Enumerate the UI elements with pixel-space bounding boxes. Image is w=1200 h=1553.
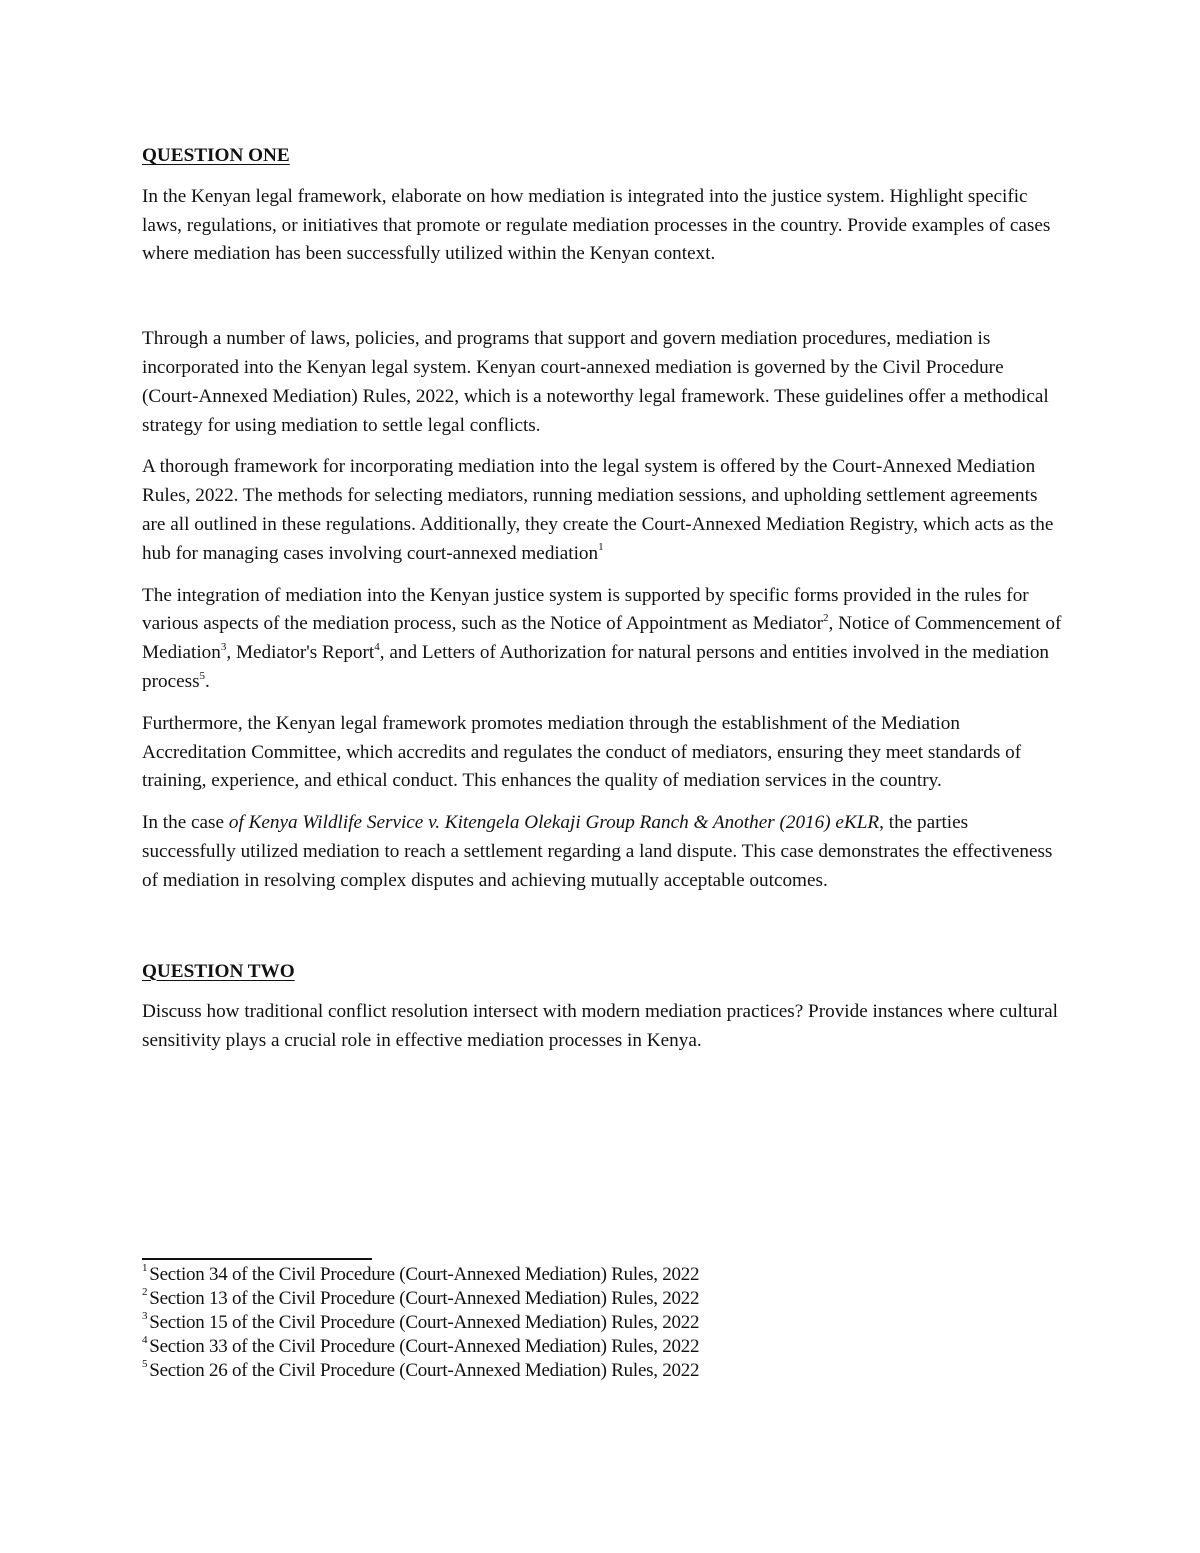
answer-paragraph-2-text: A thorough framework for incorporating mediation into the legal system is offered by the Court-Annexed Mediation Rules, 2022. The methods for selecting mediators, running mediation sessions, and upholding settlement agreements are all outlined in these regulations. Additionally, they create the Court-Annexed Mediation Registry, which acts as the hub for managing cases involving court-annexed mediation bbox=[142, 456, 1054, 564]
answer-paragraph-5-after: , the parties successfully utilized mediation to reach a settlement regarding a land dispute. This case demonstrates the effectiveness of mediation in resolving complex disputes and achieving mutually acceptable outcomes. bbox=[142, 812, 1053, 891]
footnote-separator bbox=[142, 1258, 372, 1260]
footnote-number: 1 bbox=[142, 1261, 148, 1274]
footnote-2 bbox=[142, 1287, 1062, 1311]
answer-paragraph-5 bbox=[142, 809, 1062, 895]
answer-paragraph-3-text-e: . bbox=[205, 670, 210, 692]
answer-paragraph-4: Furthermore, the Kenyan legal framework promotes mediation through the establishment of the Mediation Accreditation Committee, which accredits and regulates the conduct of mediators, ensuring they meet standards of training, experience, and ethical conduct. This enhances the quality of mediation services in the country. bbox=[142, 712, 1022, 792]
question-two-prompt: Discuss how traditional conflict resolution intersect with modern mediation practices? Provide instances where cultural sensitivity plays a crucial role in effective mediation processes in Kenya. bbox=[142, 1001, 1058, 1052]
footnote-text: Section 15 of the Civil Procedure (Court-Annexed Mediation) Rules, 2022 bbox=[149, 1312, 700, 1333]
footnote-ref-4: 4 bbox=[374, 640, 380, 653]
answer-paragraph-1: Through a number of laws, policies, and programs that support and govern mediation procedures, mediation is incorporated into the Kenyan legal system. Kenyan court-annexed mediation is governed by the Civil Procedure (Court-Annexed Mediation) Rules, 2022, which is a noteworthy legal framework. These guidelines offer a methodical strategy for using mediation to settle legal conflicts. bbox=[142, 328, 1049, 436]
answer-paragraph-2 bbox=[142, 453, 1062, 568]
question-one-prompt: In the Kenyan legal framework, elaborate on how mediation is integrated into the justice system. Highlight specific laws, regulations, or initiatives that promote or regulate mediation processes in the country. Provide examples of cases where mediation has been successfully utilized within the Kenyan context. bbox=[142, 185, 1051, 265]
paragraph-gap bbox=[142, 282, 1062, 325]
footnote-number: 3 bbox=[142, 1309, 148, 1322]
footnote-3 bbox=[142, 1311, 1062, 1335]
footnote-5 bbox=[142, 1359, 1062, 1383]
case-citation: of Kenya Wildlife Service v. Kitengela Olekaji Group Ranch & Another (2016) eKLR bbox=[228, 812, 880, 834]
footnote-number: 4 bbox=[142, 1333, 148, 1346]
footnote-text: Section 34 of the Civil Procedure (Court-Annexed Mediation) Rules, 2022 bbox=[149, 1264, 700, 1285]
footnote-text: Section 13 of the Civil Procedure (Court-Annexed Mediation) Rules, 2022 bbox=[149, 1288, 700, 1309]
footnote-text: Section 33 of the Civil Procedure (Court-Annexed Mediation) Rules, 2022 bbox=[149, 1336, 700, 1357]
answer-paragraph-3-text-b: , Notice of Commencement of Mediation bbox=[142, 613, 1062, 664]
footnote-4 bbox=[142, 1335, 1062, 1359]
footnote-ref-2: 2 bbox=[823, 611, 829, 624]
question-two-heading: QUESTION TWO bbox=[142, 960, 295, 982]
section-gap bbox=[142, 909, 1062, 958]
document-body bbox=[142, 142, 1062, 1069]
footnote-text: Section 26 of the Civil Procedure (Court-Annexed Mediation) Rules, 2022 bbox=[149, 1360, 700, 1381]
answer-paragraph-3-text-a: The integration of mediation into the Kenyan justice system is supported by specific forms provided in the rules for various aspects of the mediation process, such as the Notice of Appointment as Mediator bbox=[142, 584, 1029, 635]
answer-paragraph-5-before: In the case bbox=[142, 812, 229, 834]
footnote-ref-5: 5 bbox=[199, 669, 206, 682]
answer-paragraph-3-text-c: , Mediator's Report bbox=[226, 642, 375, 664]
footnote-number: 5 bbox=[142, 1357, 148, 1370]
footnote-1 bbox=[142, 1263, 1062, 1287]
footnote-ref-3: 3 bbox=[220, 640, 227, 653]
footnote-number: 2 bbox=[142, 1285, 148, 1298]
answer-paragraph-3 bbox=[142, 582, 1062, 697]
question-one-heading: QUESTION ONE bbox=[142, 145, 290, 166]
footnote-ref-1: 1 bbox=[598, 541, 604, 554]
answer-paragraph-3-text-d: , and Letters of Authorization for natural persons and entities involved in the mediation process bbox=[142, 642, 1050, 692]
footnotes-section bbox=[142, 1258, 1062, 1383]
